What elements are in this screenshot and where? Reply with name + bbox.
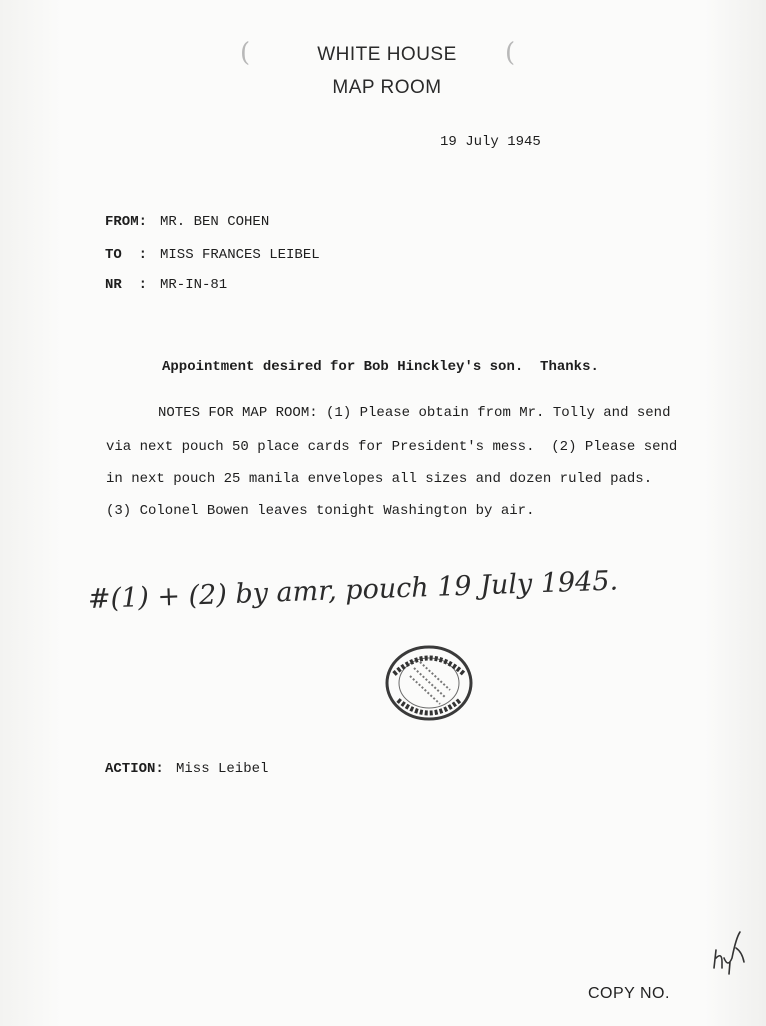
header-map-room: MAP ROOM [332, 77, 442, 98]
action-value: Miss Leibel [176, 761, 269, 777]
notes-line: in next pouch 25 manila envelopes all sizes and dozen ruled pads. [106, 471, 653, 487]
copy-number-label: COPY NO. [588, 985, 670, 1002]
nr-value: MR-IN-81 [160, 277, 228, 293]
handwritten-annotation: #(1) + (2) by amr, pouch 19 July 1945. [87, 565, 619, 615]
to-value: MISS FRANCES LEIBEL [160, 247, 320, 263]
from-value: MR. BEN COHEN [160, 214, 270, 230]
margin-mark: ( [240, 38, 251, 68]
nr-label: NR : [105, 277, 148, 293]
action-label: ACTION: [105, 761, 164, 777]
header-white-house: WHITE HOUSE [317, 44, 457, 65]
document-date: 19 July 1945 [440, 134, 541, 150]
handwritten-initials [710, 928, 746, 976]
notes-line: via next pouch 50 place cards for President's mess. (2) Please send [106, 439, 678, 455]
notes-line: NOTES FOR MAP ROOM: (1) Please obtain from Mr. Tolly and send [158, 405, 671, 421]
margin-mark: ( [505, 38, 516, 68]
from-label: FROM: [105, 214, 148, 230]
archive-stamp [384, 644, 474, 722]
notes-line: (3) Colonel Bowen leaves tonight Washington by air. [106, 503, 535, 519]
to-label: TO : [105, 247, 148, 263]
message-body: Appointment desired for Bob Hinckley's son. Thanks. [162, 359, 599, 375]
